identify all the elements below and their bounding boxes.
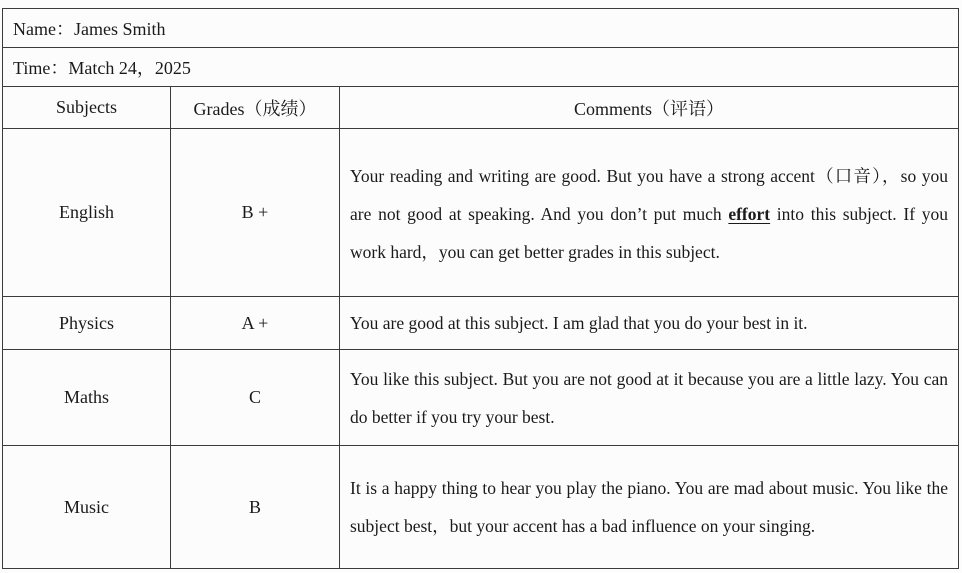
name-label: Name： — [13, 19, 74, 39]
comment-cell: You like this subject. But you are not good at it because you are a little lazy. You can do better if you try your best. — [340, 350, 959, 446]
grade-cell: B + — [171, 129, 340, 297]
time-cell — [3, 48, 959, 87]
time-row — [3, 48, 959, 87]
time-value: Match 24，2025 — [68, 58, 191, 78]
table-row — [3, 446, 959, 569]
grades-header: Grades（成绩） — [171, 87, 340, 129]
subject-cell: Physics — [3, 297, 171, 350]
comment-text: Your reading and writing are good. But you have a strong accent（口音），so you are not good at speaking. And you don’t put much — [350, 165, 948, 224]
name-value: James Smith — [73, 19, 166, 39]
comment-cell: You are good at this subject. I am glad that you do your best in it. — [340, 297, 959, 350]
comment-cell: It is a happy thing to hear you play the piano. You are mad about music. You like the subject best，but your accent has a bad influence on your singing. — [340, 446, 959, 569]
subject-cell: Maths — [3, 350, 171, 446]
subject-cell: Music — [3, 446, 171, 569]
table-row — [3, 129, 959, 297]
comment-cell — [340, 129, 959, 297]
grade-cell: B — [171, 446, 340, 569]
subject-cell: English — [3, 129, 171, 297]
table-row — [3, 297, 959, 350]
name-row — [3, 9, 959, 48]
report-table — [2, 8, 959, 569]
comments-header: Comments（评语） — [340, 87, 959, 129]
name-cell — [3, 9, 959, 48]
table-header-row — [3, 87, 959, 129]
grade-cell: A + — [171, 297, 340, 350]
emphasized-word: effort — [728, 203, 771, 224]
table-row — [3, 350, 959, 446]
grade-cell: C — [171, 350, 340, 446]
subjects-header: Subjects — [3, 87, 171, 129]
time-label: Time： — [13, 58, 69, 78]
comment-text: into this subject. If you work hard，you can get better grades in this subject. — [350, 203, 948, 262]
